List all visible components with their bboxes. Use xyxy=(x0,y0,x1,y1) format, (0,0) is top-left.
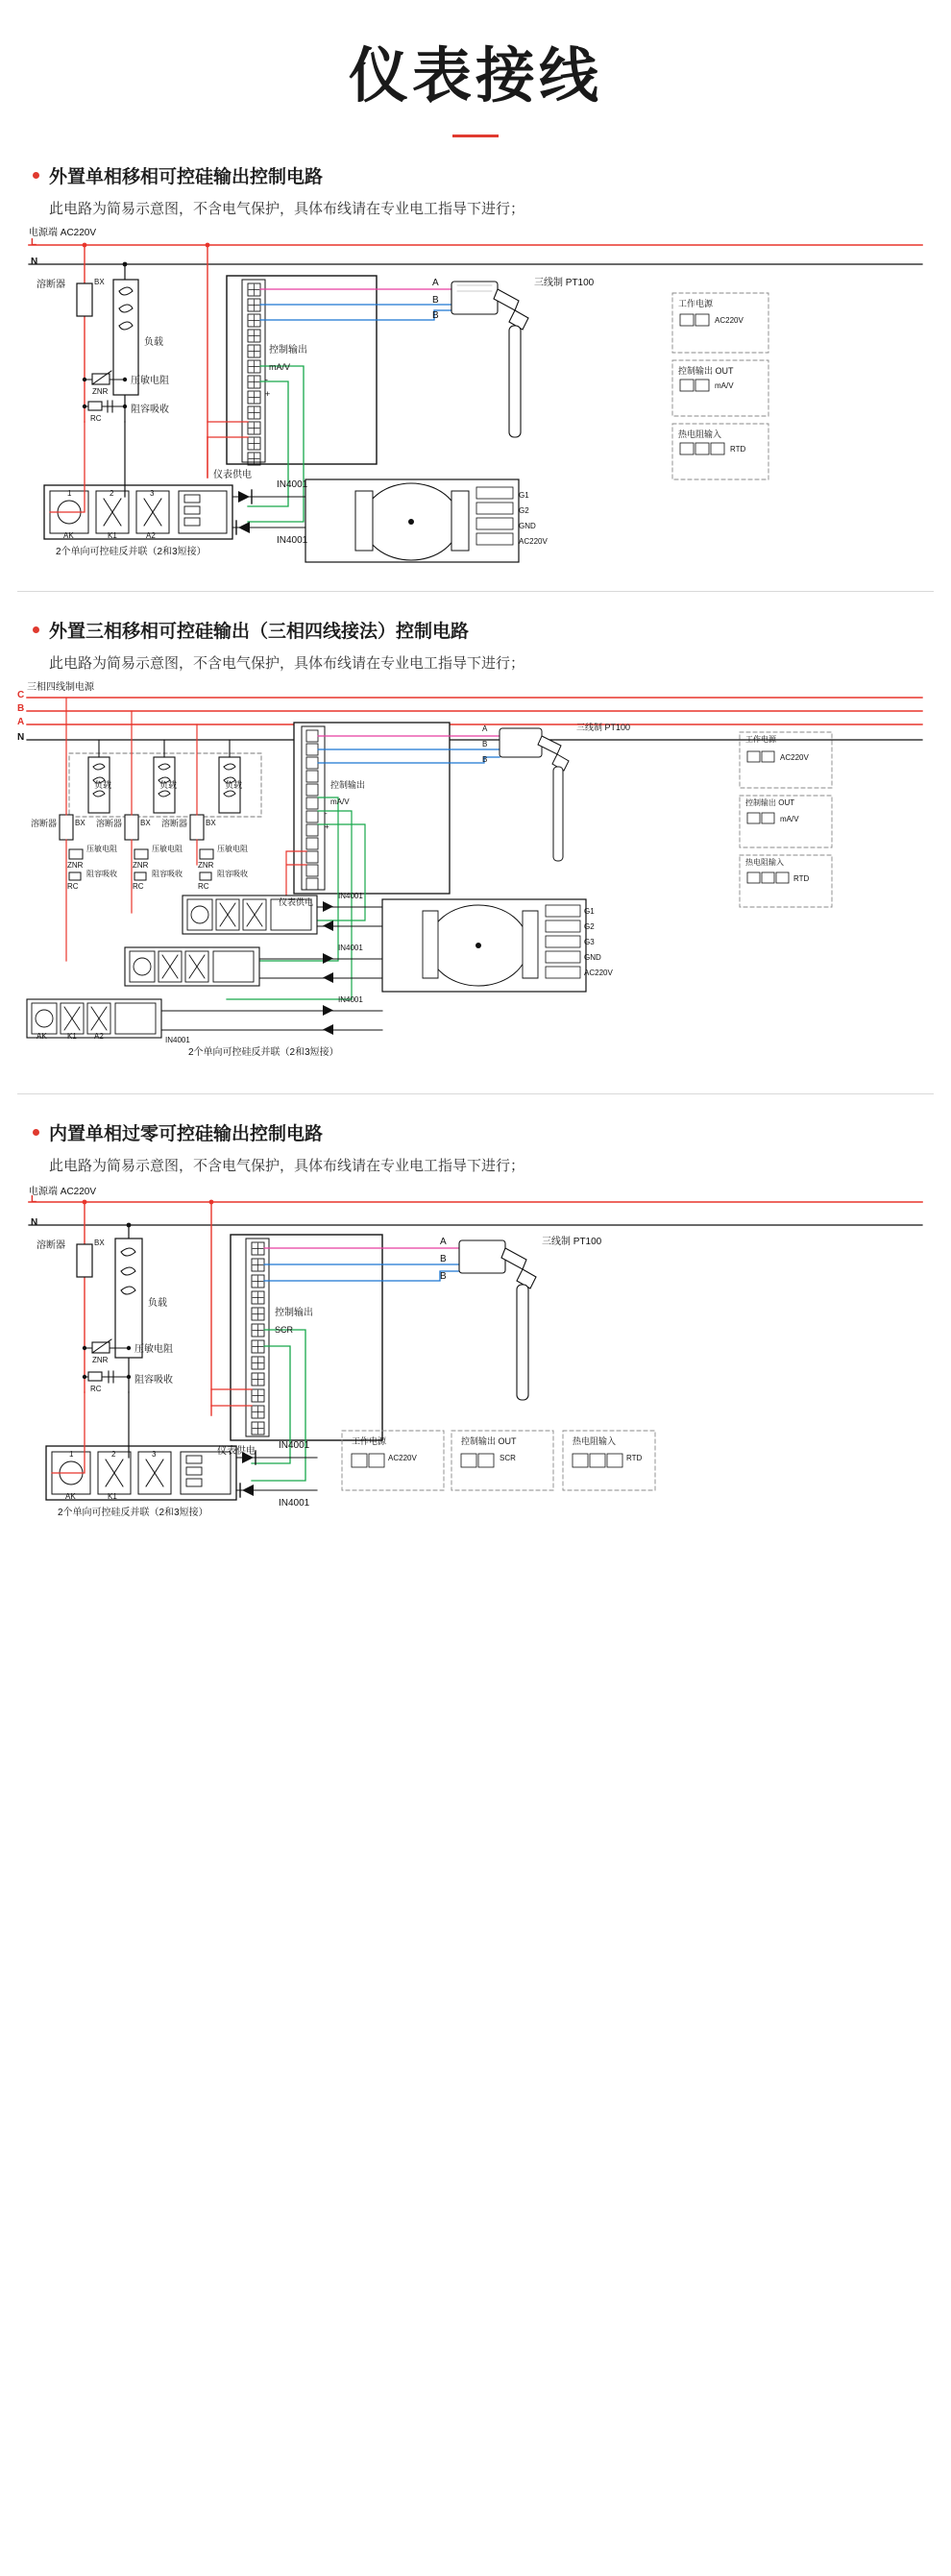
section-3 xyxy=(0,1094,951,1533)
label-L-1: L xyxy=(31,237,37,249)
label-rtd-2: RTD xyxy=(793,874,810,884)
label-ctrl-out-box-2: 控制输出 OUT xyxy=(745,798,795,808)
label-fuse-tag-2b: BX xyxy=(140,819,151,828)
label-B2-3: B xyxy=(440,1271,447,1283)
label-scr-n2-3: 2 xyxy=(111,1450,116,1460)
label-N-1: N xyxy=(31,257,38,268)
label-gnd-1: GND xyxy=(519,522,536,531)
label-rc-2c: RC xyxy=(198,882,209,892)
label-scr-ak-2: AK xyxy=(37,1032,47,1042)
label-load-2a: 负载 xyxy=(94,780,112,791)
label-g1-2: G1 xyxy=(584,907,595,917)
label-scr-n1-1: 1 xyxy=(67,489,72,499)
section-3-title: 内置单相过零可控硅输出控制电路 xyxy=(49,1124,324,1145)
label-A-1: A xyxy=(432,278,439,289)
label-B1-1: B xyxy=(432,295,439,307)
label-diode-2a: IN4001 xyxy=(338,892,363,901)
label-snubber-1: 阻容吸收 xyxy=(131,405,169,416)
label-znr-2a: ZNR xyxy=(67,861,84,871)
label-varistor-1: 压敏电阻 xyxy=(131,376,169,387)
bullet-icon xyxy=(33,172,39,179)
label-k1-3: K1 xyxy=(108,1492,117,1502)
label-g3-2: G3 xyxy=(584,938,595,947)
section-3-heading xyxy=(33,1094,951,1145)
label-scr-note-1: 2个单向可控硅反并联（2和3短接） xyxy=(56,547,207,558)
label-A-wire-2: A xyxy=(482,724,488,734)
label-rtd-in-1: 热电阻输入 xyxy=(678,429,722,440)
section-2 xyxy=(0,592,951,1094)
label-supply-3: 电源端 AC220V xyxy=(29,1187,97,1198)
label-ma-v-2: mA/V xyxy=(330,797,350,807)
label-pt100-2: 三线制 PT100 xyxy=(576,723,631,733)
label-diode-2b: IN4001 xyxy=(338,944,363,953)
label-fuse-tag-2a: BX xyxy=(75,819,85,828)
label-fuse-tag-3: BX xyxy=(94,1239,105,1248)
label-B-2: B xyxy=(17,703,25,715)
label-scr-n1-3: 1 xyxy=(69,1450,74,1460)
bullet-icon xyxy=(33,626,39,633)
label-scr-ak-1: AK xyxy=(63,531,74,541)
label-rc-2a: RC xyxy=(67,882,79,892)
label-ac220v-3: AC220V xyxy=(388,1454,417,1463)
label-diode2-1: IN4001 xyxy=(277,535,308,547)
label-snubber-3: 阻容吸收 xyxy=(134,1375,173,1386)
label-g2-2: G2 xyxy=(584,922,595,932)
label-fuse-2b: 溶断器 xyxy=(96,819,123,829)
label-load-2c: 负载 xyxy=(225,780,243,791)
label-A-2: A xyxy=(17,717,25,728)
label-ctrl-out-3: 控制输出 xyxy=(275,1308,313,1319)
label-load-1: 负载 xyxy=(144,337,163,349)
label-supply-1: 电源端 AC220V xyxy=(29,228,97,239)
label-znr-3: ZNR xyxy=(92,1356,109,1365)
label-rtd-3: RTD xyxy=(626,1454,643,1463)
page-title: 仪表接线 xyxy=(348,43,602,110)
section-1-diagram xyxy=(0,218,951,566)
label-scr-k1-2: K1 xyxy=(67,1032,77,1042)
label-diode2-3: IN4001 xyxy=(279,1498,310,1509)
label-B-wire-2: B xyxy=(482,740,488,749)
label-ctrl-out-box-3: 控制输出 OUT xyxy=(461,1436,517,1447)
label-meter-power-3: 仪表供电 xyxy=(217,1446,256,1458)
label-scr-a2-1: A2 xyxy=(146,531,156,541)
bullet-icon xyxy=(33,1129,39,1136)
section-2-heading xyxy=(33,592,951,643)
label-minus-2: - xyxy=(325,809,328,819)
label-ac220v2-1: AC220V xyxy=(519,537,548,547)
label-rc-3: RC xyxy=(90,1385,102,1394)
label-snubber-2c: 阻容吸收 xyxy=(217,870,248,879)
label-ma-v-box-1: mA/V xyxy=(715,381,734,391)
label-pt100-1: 三线制 PT100 xyxy=(534,278,595,289)
label-rc-2b: RC xyxy=(133,882,144,892)
label-minus-1: - xyxy=(265,375,268,385)
label-work-power-3: 工作电源 xyxy=(352,1436,387,1447)
section-3-diagram xyxy=(0,1175,951,1533)
label-ctrl-out-2: 控制输出 xyxy=(330,780,366,791)
label-scr-box-3: SCR xyxy=(500,1454,516,1463)
label-fuse-3: 溶断器 xyxy=(37,1240,65,1252)
label-znr-2b: ZNR xyxy=(133,861,149,871)
label-meter-power-2: 仪表供电 xyxy=(279,897,314,908)
section-2-title: 外置三相移相可控硅输出（三相四线接法）控制电路 xyxy=(49,622,470,643)
label-work-power-2: 工作电源 xyxy=(745,735,776,745)
label-fuse-2a: 溶断器 xyxy=(31,819,58,829)
label-fuse-1: 溶断器 xyxy=(37,280,65,291)
label-work-power-1: 工作电源 xyxy=(678,299,714,309)
label-B2-1: B xyxy=(432,310,439,322)
label-plus-2: + xyxy=(325,822,329,832)
label-varistor-3: 压敏电阻 xyxy=(134,1344,173,1356)
label-varistor-2a: 压敏电阻 xyxy=(86,845,117,854)
label-g2-1: G2 xyxy=(519,506,529,516)
label-load-2b: 负载 xyxy=(159,780,178,791)
label-diode1-3: IN4001 xyxy=(279,1440,310,1452)
label-varistor-2c: 压敏电阻 xyxy=(217,845,248,854)
label-N-2: N xyxy=(17,732,25,744)
label-rtd-1: RTD xyxy=(730,445,746,454)
label-scr-n2-1: 2 xyxy=(110,489,114,499)
label-znr-2c: ZNR xyxy=(198,861,214,871)
label-B-wire2-2: B xyxy=(482,755,488,765)
label-A-3: A xyxy=(440,1237,447,1248)
label-scr-k1-1: K1 xyxy=(108,531,117,541)
label-scr-3: SCR xyxy=(275,1325,294,1336)
label-plus-1: + xyxy=(265,389,271,400)
label-scr-ak-3: AK xyxy=(65,1492,76,1502)
label-pt100-3: 三线制 PT100 xyxy=(542,1237,602,1248)
label-ma-v-1: mA/V xyxy=(269,362,291,373)
label-supply-2: 三相四线制电源 xyxy=(27,682,94,694)
label-ctrl-out-1: 控制输出 xyxy=(269,345,307,356)
label-ctrl-out-box-1: 控制输出 OUT xyxy=(678,366,734,377)
label-snubber-2a: 阻容吸收 xyxy=(86,870,117,879)
label-rtd-in-2: 热电阻输入 xyxy=(745,858,784,868)
label-scr-note-2: 2个单向可控硅反并联（2和3短接） xyxy=(188,1047,339,1059)
section-2-diagram xyxy=(0,673,951,1068)
label-L-3: L xyxy=(31,1194,37,1206)
label-gnd-2: GND xyxy=(584,953,601,963)
label-C-2: C xyxy=(17,690,25,701)
label-ac220v-1: AC220V xyxy=(715,316,744,326)
label-fuse-tag-1: BX xyxy=(94,278,105,287)
label-fuse-2c: 溶断器 xyxy=(161,819,188,829)
label-g1-1: G1 xyxy=(519,491,529,501)
section-2-subtitle: 此电路为简易示意图，不含电气保护，具体布线请在专业电工指导下进行； xyxy=(49,655,525,673)
label-ma-v-box-2: mA/V xyxy=(780,815,799,824)
label-fuse-tag-2c: BX xyxy=(206,819,216,828)
label-varistor-2b: 压敏电阻 xyxy=(152,845,183,854)
label-rtd-in-3: 热电阻输入 xyxy=(573,1436,617,1447)
label-ac220v-2: AC220V xyxy=(780,753,809,763)
label-scr-a2-2: A2 xyxy=(94,1032,104,1042)
section-1-subtitle: 此电路为简易示意图，不含电气保护，具体布线请在专业电工指导下进行； xyxy=(49,201,525,218)
label-scr-n3-3: 3 xyxy=(152,1450,157,1460)
section-3-subtitle: 此电路为简易示意图，不含电气保护，具体布线请在专业电工指导下进行； xyxy=(49,1158,525,1175)
label-snubber-2b: 阻容吸收 xyxy=(152,870,183,879)
label-znr-1: ZNR xyxy=(92,387,109,397)
label-B1-3: B xyxy=(440,1254,447,1265)
label-diode1-1: IN4001 xyxy=(277,479,308,491)
label-ac220v2-2: AC220V xyxy=(584,969,613,978)
section-1 xyxy=(0,137,951,592)
label-diode-2d: IN4001 xyxy=(165,1036,190,1045)
label-meter-power-1: 仪表供电 xyxy=(213,470,252,481)
label-N-3: N xyxy=(31,1217,38,1229)
section-1-title: 外置单相移相可控硅输出控制电路 xyxy=(49,167,324,188)
label-scr-n3-1: 3 xyxy=(150,489,155,499)
section-1-heading xyxy=(33,137,951,188)
label-scr-note-3: 2个单向可控硅反并联（2和3短接） xyxy=(58,1508,208,1519)
label-diode-2c: IN4001 xyxy=(338,995,363,1005)
label-rc-1: RC xyxy=(90,414,102,424)
label-load-3: 负载 xyxy=(148,1298,167,1310)
